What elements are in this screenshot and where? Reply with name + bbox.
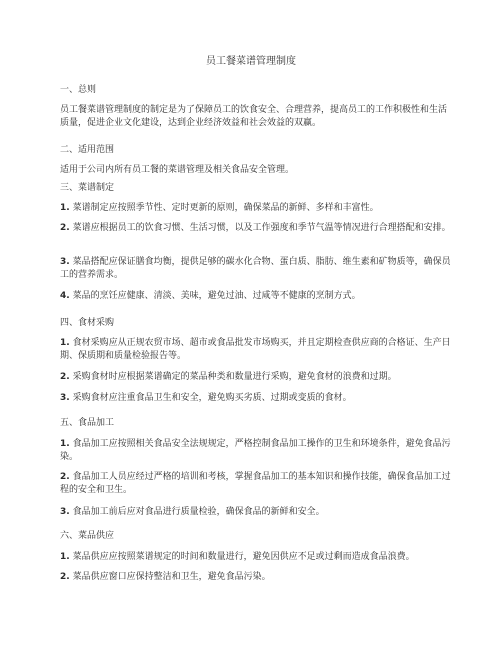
item-text: 菜品的烹饪应健康、清淡、美味，避免过油、过咸等不健康的烹制方式。 bbox=[72, 291, 361, 301]
item-number: 1. bbox=[60, 338, 70, 348]
section-heading: 六、菜品供应 bbox=[60, 531, 115, 541]
list-item bbox=[60, 551, 452, 564]
list-item bbox=[60, 471, 452, 497]
list-item bbox=[60, 371, 452, 384]
item-text: 食品加工前后应对食品进行质量检验，确保食品的新鲜和安全。 bbox=[72, 507, 325, 517]
item-number: 2. bbox=[60, 372, 70, 382]
section-heading: 一、总则 bbox=[60, 85, 97, 95]
item-text: 食品加工人员应经过严格的培训和考核，掌握食品加工的基本知识和操作技能，确保食品加工过程的安全和卫生。 bbox=[60, 472, 451, 495]
section-heading: 四、食材采购 bbox=[60, 318, 115, 328]
item-text: 菜谱制定应按照季节性、定时更新的原则，确保菜品的新鲜、多样和丰富性。 bbox=[72, 203, 379, 213]
item-text: 食品加工应按照相关食品安全法规规定，严格控制食品加工操作的卫生和环境条件，避免食品污染。 bbox=[60, 439, 451, 462]
list-item bbox=[60, 506, 452, 519]
item-number: 2. bbox=[60, 223, 70, 233]
item-text: 菜品供应窗口应保持整洁和卫生，避免食品污染。 bbox=[72, 572, 271, 582]
list-item bbox=[60, 202, 452, 215]
item-number: 1. bbox=[60, 552, 70, 562]
item-number: 2. bbox=[60, 472, 70, 482]
section-heading: 二、适用范围 bbox=[60, 145, 115, 155]
list-item bbox=[60, 222, 452, 235]
document-title: 员工餐菜谱管理制度 bbox=[206, 56, 296, 67]
item-number: 3. bbox=[60, 507, 70, 517]
list-item bbox=[60, 290, 452, 303]
list-item bbox=[60, 571, 452, 584]
section-heading: 五、食品加工 bbox=[60, 418, 115, 428]
list-item bbox=[60, 392, 452, 405]
item-text: 菜谱应根据员工的饮食习惯、生活习惯，以及工作强度和季节气温等情况进行合理搭配和安排。 bbox=[72, 223, 451, 233]
list-item bbox=[60, 256, 452, 282]
item-text: 食材采购应从正规农贸市场、超市或食品批发市场购买，并且定期检查供应商的合格证、生产日期、保质期和质量检验报告等。 bbox=[60, 338, 451, 361]
item-number: 4. bbox=[60, 291, 70, 301]
item-text: 菜品供应应按照菜谱规定的时间和数量进行，避免因供应不足或过剩而造成食品浪费。 bbox=[72, 552, 415, 562]
item-number: 1. bbox=[60, 203, 70, 213]
paragraph: 员工餐菜谱管理制度的制定是为了保障员工的饮食安全、合理营养，提高员工的工作积极性和生活质量，促进企业文化建设，达到企业经济效益和社会效益的双赢。 bbox=[60, 105, 448, 128]
item-number: 3. bbox=[60, 393, 70, 403]
section-heading: 三、菜谱制定 bbox=[60, 183, 115, 193]
item-text: 采购食材应注重食品卫生和安全，避免购买劣质、过期或变质的食材。 bbox=[72, 393, 352, 403]
list-item bbox=[60, 438, 452, 464]
item-number: 2. bbox=[60, 572, 70, 582]
item-number: 3. bbox=[60, 257, 70, 267]
paragraph: 适用于公司内所有员工餐的菜谱管理及相关食品安全管理。 bbox=[60, 165, 295, 175]
item-text: 采购食材时应根据菜谱确定的菜品种类和数量进行采购，避免食材的浪费和过期。 bbox=[72, 372, 397, 382]
item-text: 菜品搭配应保证膳食均衡，提供足够的碳水化合物、蛋白质、脂肪、维生素和矿物质等，确保员工的营养需求。 bbox=[60, 257, 451, 280]
item-number: 1. bbox=[60, 439, 70, 449]
list-item bbox=[60, 337, 452, 363]
